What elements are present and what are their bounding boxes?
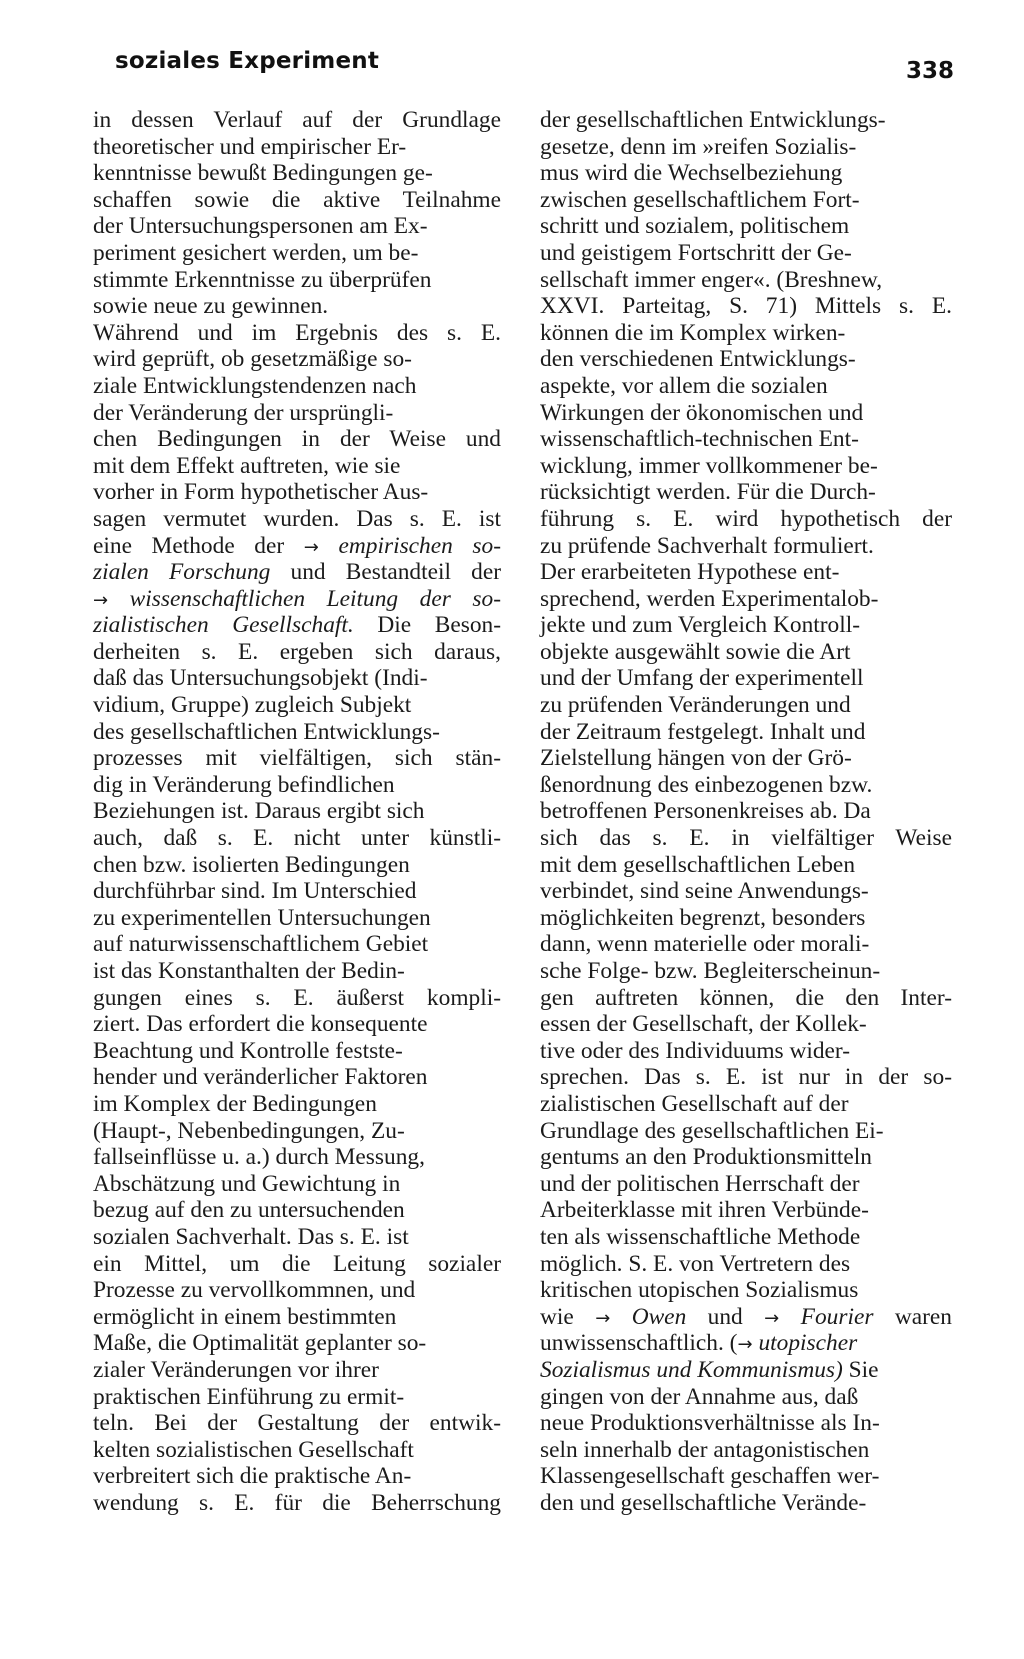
- text-fragment: und geistigem Fortschritt der Ge-: [540, 239, 852, 266]
- text-fragment: ist das Konstanthalten der Bedin-: [93, 958, 405, 984]
- text-fragment: sozialen Sachverhalt. Das s. E. ist: [93, 1223, 409, 1250]
- text-fragment: prozesses mit vielfältigen, sich stän-: [93, 745, 501, 772]
- right-text-line: [540, 1197, 952, 1224]
- left-text-line: [93, 107, 501, 134]
- text-fragment: chen bzw. isolierten Bedingungen: [93, 851, 410, 878]
- text-fragment: Arbeiterklasse mit ihren Verbünde-: [540, 1197, 869, 1224]
- right-text-line: [540, 107, 952, 134]
- left-text-line: [93, 1118, 501, 1145]
- text-fragment: fallseinflüsse u. a.) durch Messung,: [93, 1144, 425, 1171]
- cross-reference-arrow-icon: →: [737, 1334, 753, 1356]
- left-text-line: [93, 639, 501, 666]
- right-text-line: [540, 958, 952, 985]
- text-fragment: Grundlage des gesellschaftlichen Ei-: [540, 1117, 884, 1144]
- text-fragment: zialer Veränderungen vor ihrer: [93, 1356, 379, 1383]
- text-fragment: waren: [873, 1303, 952, 1330]
- text-fragment: bezug auf den zu untersuchenden: [93, 1197, 405, 1224]
- text-fragment: sellschaft immer enger«. (Breshnew,: [540, 266, 883, 293]
- left-text-line: [93, 1064, 501, 1091]
- text-fragment: ziert. Das erfordert die konsequente: [93, 1011, 428, 1038]
- text-fragment: verbindet, sind seine Anwendungs-: [540, 878, 869, 905]
- text-fragment: der Zeitraum festgelegt. Inhalt und: [540, 718, 866, 745]
- right-text-line: [540, 1011, 952, 1038]
- text-fragment: praktischen Einführung zu ermit-: [93, 1383, 405, 1410]
- left-text-line: [93, 825, 501, 852]
- cross-reference-term: empirischen so-: [318, 532, 502, 559]
- text-fragment: kenntnisse bewußt Bedingungen ge-: [93, 160, 433, 187]
- text-fragment: gentums an den Produktionsmitteln: [540, 1144, 872, 1171]
- left-text-line: [93, 1277, 501, 1304]
- left-text-line: [93, 267, 501, 294]
- text-fragment: schritt und sozialem, politischem: [540, 213, 850, 240]
- right-text-line: [540, 985, 952, 1012]
- cross-reference-term: Fourier: [800, 1303, 874, 1330]
- left-text-line: [93, 798, 501, 825]
- cross-reference-arrow-icon: →: [764, 1307, 780, 1329]
- left-text-line: [93, 1197, 501, 1224]
- right-text-line: [540, 187, 952, 214]
- text-fragment: gen auftreten können, die den Inter-: [540, 984, 952, 1011]
- text-fragment: ein Mittel, um die Leitung sozialer: [93, 1250, 501, 1277]
- cross-reference-term: zialistischen Gesellschaft.: [93, 612, 354, 639]
- text-fragment: XXVI. Parteitag, S. 71) Mittels s. E.: [540, 293, 952, 320]
- text-fragment: eine Methode der: [93, 532, 304, 559]
- left-text-line: [93, 1304, 501, 1331]
- left-text-line: [93, 852, 501, 879]
- right-text-line: [540, 320, 952, 347]
- right-text-line: [540, 1437, 952, 1464]
- right-text-line: [540, 293, 952, 320]
- right-text-line: [540, 1144, 952, 1171]
- right-text-line: [540, 1091, 952, 1118]
- cross-reference-arrow-icon: →: [303, 536, 319, 558]
- text-fragment: chen Bedingungen in der Weise und: [93, 426, 501, 453]
- left-text-line: [93, 772, 501, 799]
- text-fragment: mit dem gesellschaftlichen Leben: [540, 851, 856, 878]
- text-fragment: wissenschaftlich-technischen Ent-: [540, 426, 859, 453]
- text-fragment: der Untersuchungspersonen am Ex-: [93, 213, 428, 240]
- cross-reference-term: Owen: [631, 1303, 687, 1330]
- text-fragment: sprechen. Das s. E. ist nur in der so-: [540, 1064, 952, 1091]
- right-text-line: [540, 479, 952, 506]
- text-fragment: wie: [540, 1303, 596, 1330]
- text-fragment: Der erarbeiteten Hypothese ent-: [540, 559, 840, 586]
- text-fragment: führung s. E. wird hypothetisch der: [540, 505, 952, 532]
- text-fragment: des gesellschaftlichen Entwicklungs-: [93, 718, 440, 745]
- text-fragment: dig in Veränderung befindlichen: [93, 771, 395, 798]
- text-fragment: tive oder des Individuums wider-: [540, 1037, 851, 1064]
- right-text-line: [540, 373, 952, 400]
- text-fragment: und: [686, 1303, 765, 1330]
- left-text-line: [93, 1224, 501, 1251]
- right-text-line: [540, 878, 952, 905]
- right-text-line: [540, 692, 952, 719]
- page-number: 338: [906, 58, 955, 84]
- text-fragment: Abschätzung und Gewichtung in: [93, 1170, 401, 1197]
- text-fragment: stimmte Erkenntnisse zu überprüfen: [93, 266, 432, 293]
- left-text-line: [93, 745, 501, 772]
- left-text-line: [93, 1357, 501, 1384]
- left-text-line: [93, 1144, 501, 1171]
- text-fragment: [779, 1304, 800, 1330]
- cross-reference-arrow-icon: →: [595, 1307, 611, 1329]
- text-fragment: wendung s. E. für die Beherrschung: [93, 1489, 501, 1516]
- cross-reference-term: zialen Forschung: [93, 559, 271, 586]
- left-text-line: [93, 905, 501, 932]
- text-fragment: (Haupt-, Nebenbedingungen, Zu-: [93, 1117, 405, 1144]
- left-text-line: [93, 1463, 501, 1490]
- text-fragment: Prozesse zu vervollkommnen, und: [93, 1277, 416, 1304]
- text-fragment: Während und im Ergebnis des s. E.: [93, 319, 501, 346]
- left-text-line: [93, 1330, 501, 1357]
- left-text-line: [93, 931, 501, 958]
- text-fragment: wird geprüft, ob gesetzmäßige so-: [93, 346, 412, 373]
- left-text-line: [93, 160, 501, 187]
- text-fragment: mus wird die Wechselbeziehung: [540, 160, 843, 187]
- left-text-line: [93, 453, 501, 480]
- right-text-line: [540, 1410, 952, 1437]
- text-fragment: auch, daß s. E. nicht unter künstli-: [93, 825, 501, 852]
- left-text-line: [93, 1171, 501, 1198]
- text-fragment: aspekte, vor allem die sozialen: [540, 372, 828, 399]
- text-fragment: den verschiedenen Entwicklungs-: [540, 346, 856, 373]
- right-text-line: [540, 559, 952, 586]
- left-text-line: [93, 533, 501, 560]
- text-fragment: ziale Entwicklungstendenzen nach: [93, 372, 417, 399]
- right-text-line: [540, 665, 952, 692]
- text-fragment: jekte und zum Vergleich Kontroll-: [540, 612, 861, 639]
- text-fragment: zialistischen Gesellschaft auf der: [540, 1090, 849, 1117]
- right-text-line: [540, 267, 952, 294]
- text-fragment: zu experimentellen Untersuchungen: [93, 904, 431, 931]
- text-fragment: Sie: [842, 1356, 879, 1383]
- text-fragment: Die Beson-: [353, 612, 502, 639]
- right-text-line: [540, 160, 952, 187]
- text-fragment: hender und veränderlicher Faktoren: [93, 1064, 428, 1091]
- left-text-line: [93, 479, 501, 506]
- right-text-column: [540, 107, 952, 1516]
- right-text-line: [540, 400, 952, 427]
- text-fragment: neue Produktionsverhältnisse als In-: [540, 1410, 880, 1437]
- right-text-line: [540, 533, 952, 560]
- right-text-line: [540, 852, 952, 879]
- text-fragment: Zielstellung hängen von der Grö-: [540, 745, 852, 772]
- text-fragment: mit dem Effekt auftreten, wie sie: [93, 452, 401, 479]
- right-text-line: [540, 798, 952, 825]
- text-fragment: durchführbar sind. Im Unterschied: [93, 878, 417, 905]
- right-text-line: [540, 1330, 952, 1357]
- text-fragment: kritischen utopischen Sozialismus: [540, 1277, 859, 1304]
- left-text-line: [93, 586, 501, 613]
- text-fragment: betroffenen Personenkreises ab. Da: [540, 798, 871, 825]
- text-fragment: Wirkungen der ökonomischen und: [540, 399, 864, 426]
- right-text-line: [540, 453, 952, 480]
- text-fragment: und der Umfang der experimentell: [540, 665, 864, 692]
- cross-reference-term: Sozialismus und Kommunismus): [540, 1356, 843, 1383]
- left-text-line: [93, 1490, 501, 1517]
- left-text-line: [93, 426, 501, 453]
- left-text-line: [93, 719, 501, 746]
- text-fragment: und der politischen Herrschaft der: [540, 1170, 860, 1197]
- cross-reference-term: wissenschaftlichen Leitung der so-: [108, 585, 501, 612]
- text-fragment: den und gesellschaftliche Verände-: [540, 1489, 867, 1516]
- left-text-line: [93, 373, 501, 400]
- right-text-line: [540, 1171, 952, 1198]
- text-fragment: sprechend, werden Experimentalob-: [540, 585, 879, 612]
- cross-reference-arrow-icon: →: [93, 589, 109, 611]
- text-fragment: teln. Bei der Gestaltung der entwik-: [93, 1410, 501, 1437]
- left-text-line: [93, 1038, 501, 1065]
- text-fragment: Maße, die Optimalität geplanter so-: [93, 1330, 427, 1357]
- left-text-line: [93, 1011, 501, 1038]
- left-text-line: [93, 1384, 501, 1411]
- left-text-line: [93, 878, 501, 905]
- left-text-line: [93, 134, 501, 161]
- text-fragment: sowie neue zu gewinnen.: [93, 293, 329, 320]
- right-text-line: [540, 772, 952, 799]
- right-text-line: [540, 1224, 952, 1251]
- header-term: soziales Experiment: [115, 48, 380, 74]
- text-fragment: und Bestandteil der: [270, 559, 501, 586]
- text-fragment: sich das s. E. in vielfältiger Weise: [540, 825, 952, 852]
- left-text-line: [93, 240, 501, 267]
- text-fragment: [610, 1304, 631, 1330]
- left-text-line: [93, 985, 501, 1012]
- left-text-line: [93, 187, 501, 214]
- text-fragment: ermöglicht in einem bestimmten: [93, 1303, 397, 1330]
- text-fragment: schaffen sowie die aktive Teilnahme: [93, 186, 501, 213]
- text-fragment: vorher in Form hypothetischer Aus-: [93, 479, 429, 506]
- right-text-line: [540, 1251, 952, 1278]
- text-fragment: daß das Untersuchungsobjekt (Indi-: [93, 665, 428, 692]
- right-text-line: [540, 905, 952, 932]
- left-text-line: [93, 320, 501, 347]
- right-text-line: [540, 586, 952, 613]
- text-fragment: zwischen gesellschaftlichem Fort-: [540, 186, 860, 213]
- text-fragment: der Veränderung der ursprüngli-: [93, 399, 394, 426]
- text-fragment: sche Folge- bzw. Begleiterscheinun-: [540, 958, 881, 984]
- left-text-line: [93, 1410, 501, 1437]
- right-text-line: [540, 1038, 952, 1065]
- right-text-line: [540, 1277, 952, 1304]
- text-fragment: kelten sozialistischen Gesellschaft: [93, 1436, 414, 1463]
- right-text-line: [540, 213, 952, 240]
- right-text-line: [540, 931, 952, 958]
- left-text-line: [93, 692, 501, 719]
- text-fragment: Beziehungen ist. Daraus ergibt sich: [93, 798, 425, 825]
- text-fragment: sagen vermutet wurden. Das s. E. ist: [93, 505, 501, 532]
- left-text-line: [93, 1437, 501, 1464]
- text-fragment: können die im Komplex wirken-: [540, 319, 846, 346]
- right-text-line: [540, 426, 952, 453]
- right-text-line: [540, 719, 952, 746]
- text-fragment: Beachtung und Kontrolle feststе-: [93, 1037, 403, 1064]
- right-text-line: [540, 1463, 952, 1490]
- text-fragment: verbreitert sich die praktische An-: [93, 1463, 412, 1490]
- right-text-line: [540, 506, 952, 533]
- text-fragment: objekte ausgewählt sowie die Art: [540, 638, 851, 665]
- right-text-line: [540, 612, 952, 639]
- left-text-line: [93, 665, 501, 692]
- text-fragment: möglich. S. E. von Vertretern des: [540, 1250, 851, 1277]
- right-text-line: [540, 134, 952, 161]
- text-fragment: gesetze, denn im »reifen Sozialis-: [540, 133, 857, 160]
- right-text-line: [540, 1384, 952, 1411]
- right-text-line: [540, 1064, 952, 1091]
- right-text-line: [540, 1304, 952, 1331]
- left-text-line: [93, 1091, 501, 1118]
- left-text-line: [93, 559, 501, 586]
- right-text-line: [540, 240, 952, 267]
- text-fragment: zu prüfenden Veränderungen und: [540, 692, 851, 719]
- text-fragment: in dessen Verlauf auf der Grundlage: [93, 107, 501, 133]
- left-text-line: [93, 612, 501, 639]
- cross-reference-term: utopischer: [758, 1330, 858, 1357]
- text-fragment: zu prüfende Sachverhalt formuliert.: [540, 532, 874, 559]
- text-fragment: im Komplex der Bedingungen: [93, 1090, 377, 1117]
- text-fragment: dann, wenn materielle oder morali-: [540, 931, 870, 958]
- text-fragment: rücksichtigt werden. Für die Durch-: [540, 479, 876, 506]
- text-fragment: ten als wissenschaftliche Methode: [540, 1223, 861, 1250]
- text-fragment: möglichkeiten begrenzt, besonders: [540, 904, 866, 931]
- left-text-line: [93, 958, 501, 985]
- text-fragment: derheiten s. E. ergeben sich daraus,: [93, 638, 501, 665]
- right-text-line: [540, 1357, 952, 1384]
- text-fragment: essen der Gesellschaft, der Kollek-: [540, 1011, 867, 1038]
- right-text-line: [540, 346, 952, 373]
- left-text-line: [93, 506, 501, 533]
- right-text-line: [540, 639, 952, 666]
- left-text-column: [93, 107, 501, 1516]
- text-fragment: theoretischer und empirischer Er-: [93, 133, 407, 160]
- text-fragment: der gesellschaftlichen Entwicklungs-: [540, 107, 886, 133]
- text-fragment: ßenordnung des einbezogenen bzw.: [540, 771, 873, 798]
- text-fragment: vidium, Gruppe) zugleich Subjekt: [93, 692, 412, 719]
- left-text-line: [93, 293, 501, 320]
- text-fragment: auf naturwissenschaftlichem Gebiet: [93, 931, 429, 958]
- left-text-line: [93, 1251, 501, 1278]
- text-fragment: periment gesichert werden, um be-: [93, 239, 419, 266]
- left-text-line: [93, 213, 501, 240]
- left-text-line: [93, 346, 501, 373]
- text-fragment: unwissenschaftlich. (: [540, 1330, 738, 1357]
- text-fragment: gungen eines s. E. äußerst kompli-: [93, 984, 501, 1011]
- right-text-line: [540, 825, 952, 852]
- right-text-line: [540, 745, 952, 772]
- text-fragment: Klassengesellschaft geschaffen wer-: [540, 1463, 880, 1490]
- right-text-line: [540, 1118, 952, 1145]
- text-fragment: wicklung, immer vollkommener be-: [540, 452, 878, 479]
- left-text-line: [93, 400, 501, 427]
- text-fragment: gingen von der Annahme aus, daß: [540, 1383, 859, 1410]
- text-fragment: seln innerhalb der antagonistischen: [540, 1436, 870, 1463]
- right-text-line: [540, 1490, 952, 1517]
